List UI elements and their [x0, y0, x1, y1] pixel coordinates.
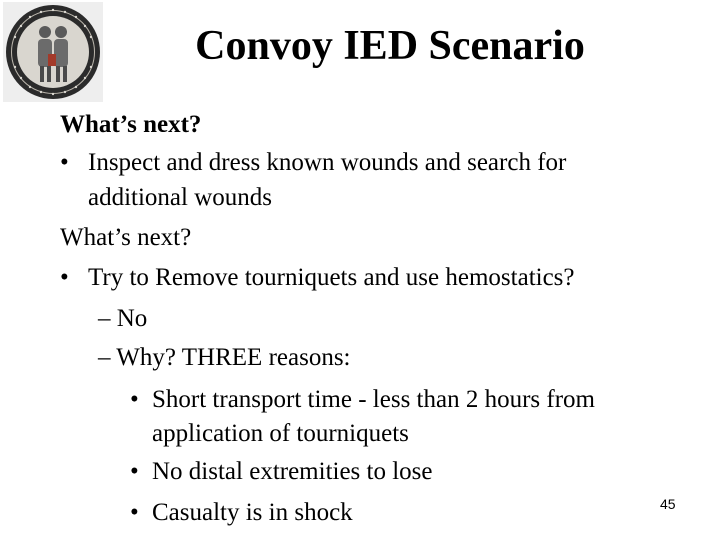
reason-shock: Casualty is in shock: [152, 499, 353, 526]
bullet-marker: •: [130, 499, 139, 526]
bullet-marker: •: [60, 264, 69, 291]
bullet-tourniquets: Try to Remove tourniquets and use hemostatics?: [88, 264, 575, 291]
reason-extremities: No distal extremities to lose: [152, 458, 433, 485]
bullet-inspect-line-2: additional wounds: [88, 184, 273, 211]
slide-title: Convoy IED Scenario: [195, 23, 585, 69]
combat-casualty-care-seal-icon: [3, 2, 103, 102]
bullet-marker: •: [130, 386, 139, 413]
sub-item-why: – Why? THREE reasons:: [98, 344, 351, 371]
page-number: 45: [660, 496, 676, 512]
bullet-marker: •: [60, 149, 69, 176]
bullet-marker: •: [130, 458, 139, 485]
bullet-inspect-line-1: Inspect and dress known wounds and search for: [88, 149, 567, 176]
reason-transport-line-2: application of tourniquets: [152, 420, 409, 447]
question-heading-1: What’s next?: [60, 111, 202, 138]
reason-transport-line-1: Short transport time - less than 2 hours from: [152, 386, 595, 413]
question-heading-2: What’s next?: [60, 224, 192, 251]
sub-item-no: – No: [98, 305, 148, 332]
